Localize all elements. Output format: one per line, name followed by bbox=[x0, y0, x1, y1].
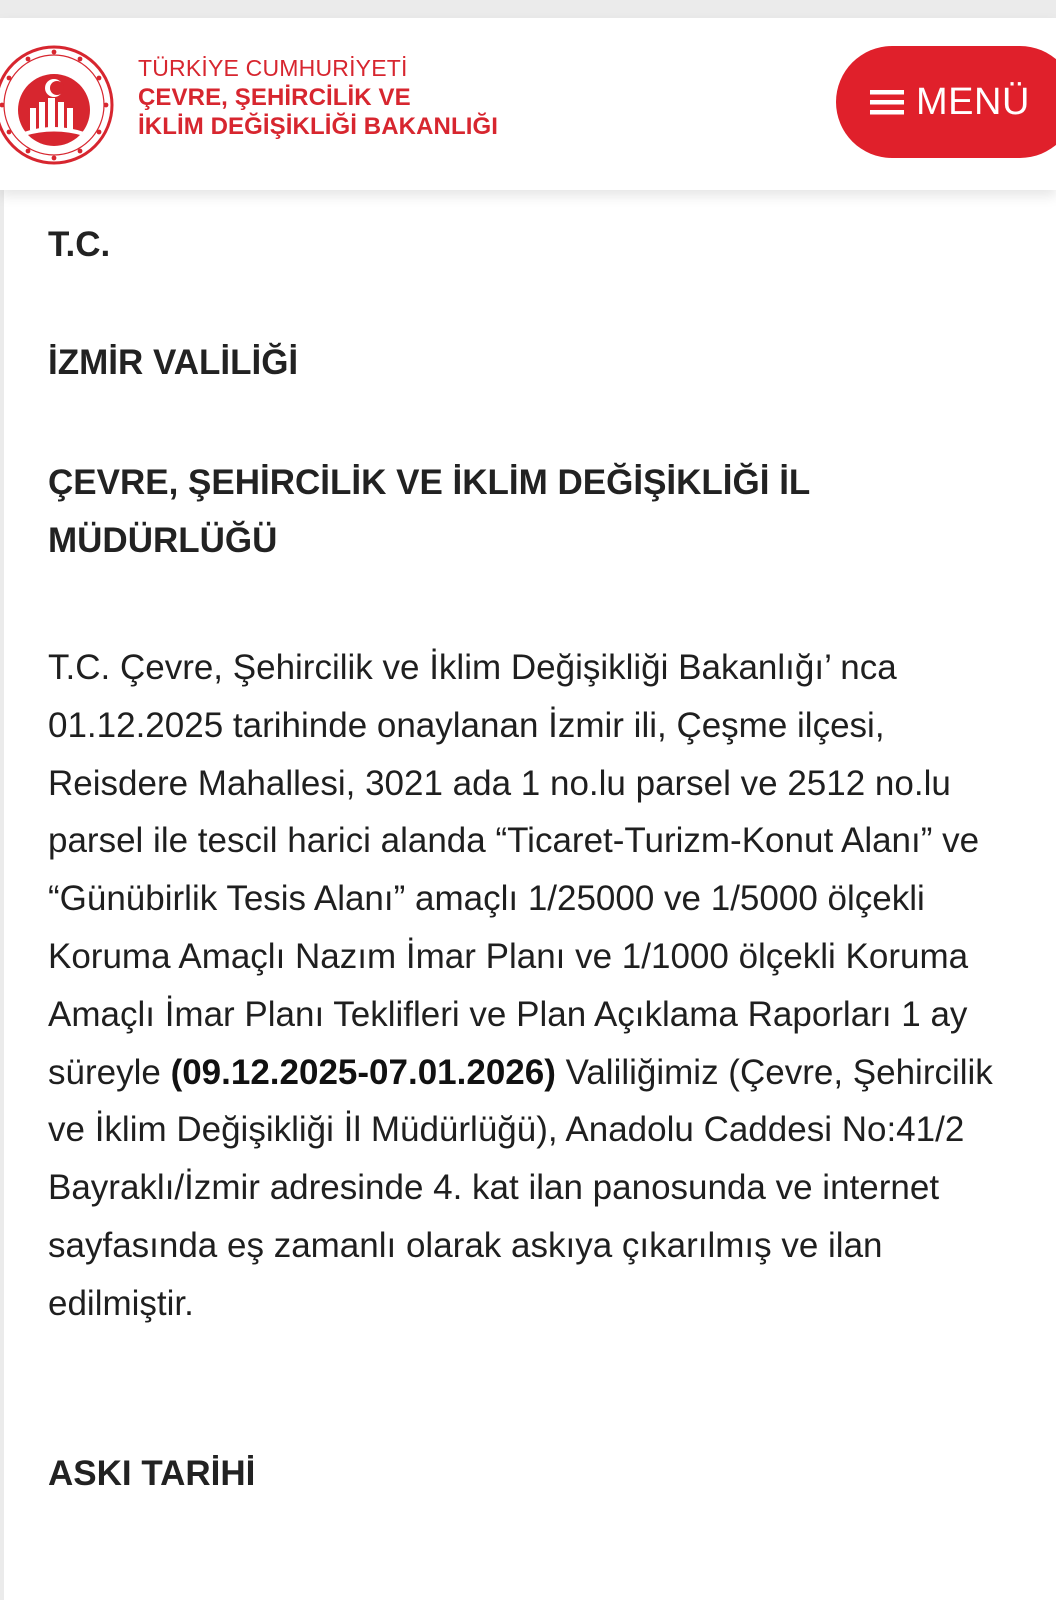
heading-valilik: İZMİR VALİLİĞİ bbox=[48, 343, 299, 382]
logo-line-ministry-2: İKLİM DEĞİŞİKLİĞİ BAKANLIĞI bbox=[138, 113, 499, 140]
announcement-content bbox=[4, 190, 1056, 1600]
ministry-seal-icon bbox=[0, 30, 122, 180]
ministry-name bbox=[138, 54, 498, 141]
site-header bbox=[0, 18, 1056, 190]
body-text-part1: T.C. Çevre, Şehircilik ve İklim Değişikliği Bakanlığı’ nca 01.12.2025 tarihinde onaylanan İzmir ili, Çeşme ilçesi, Reisdere Mahallesi, 3021 ada 1 no.lu parsel ve 2512 no.lu parsel ile tescil harici alanda “Ticaret-Turizm-Konut Alanı” ve “Günübirlik Tesis Alanı” amaçlı 1/25000 ve 1/5000 ölçekli Koruma Amaçlı Nazım İmar Planı ve 1/1000 ölçekli Koruma Amaçlı İmar Planı Teklifleri ve Plan Açıklama Raporları 1 ay süreyle bbox=[48, 648, 980, 1092]
menu-label: MENÜ bbox=[916, 80, 1030, 123]
menu-button[interactable] bbox=[836, 46, 1056, 158]
heading-mudurluk: ÇEVRE, ŞEHİRCİLİK VE İKLİM DEĞİŞİKLİĞİ İL MÜDÜRLÜĞÜ bbox=[48, 463, 810, 560]
announcement-body bbox=[48, 639, 998, 1333]
heading-aski-tarihi: ASKI TARİHİ bbox=[48, 1454, 256, 1493]
hamburger-icon bbox=[870, 88, 904, 116]
heading-tc: T.C. bbox=[48, 225, 111, 264]
body-text-part2: Valiliğimiz (Çevre, Şehircilik ve İklim Değişikliği İl Müdürlüğü), Anadolu Caddesi No:41/2 Bayraklı/İzmir adresinde 4. kat ilan panosunda ve internet sayfasında eş zamanlı olarak askıya çıkarılmış ve ilan edilmiştir. bbox=[48, 1052, 993, 1323]
logo-line-country: TÜRKİYE CUMHURİYETİ bbox=[138, 55, 408, 81]
logo-line-ministry-1: ÇEVRE, ŞEHİRCİLİK VE bbox=[138, 84, 411, 111]
aski-date-range: (09.12.2025-07.01.2026) bbox=[170, 1052, 556, 1092]
